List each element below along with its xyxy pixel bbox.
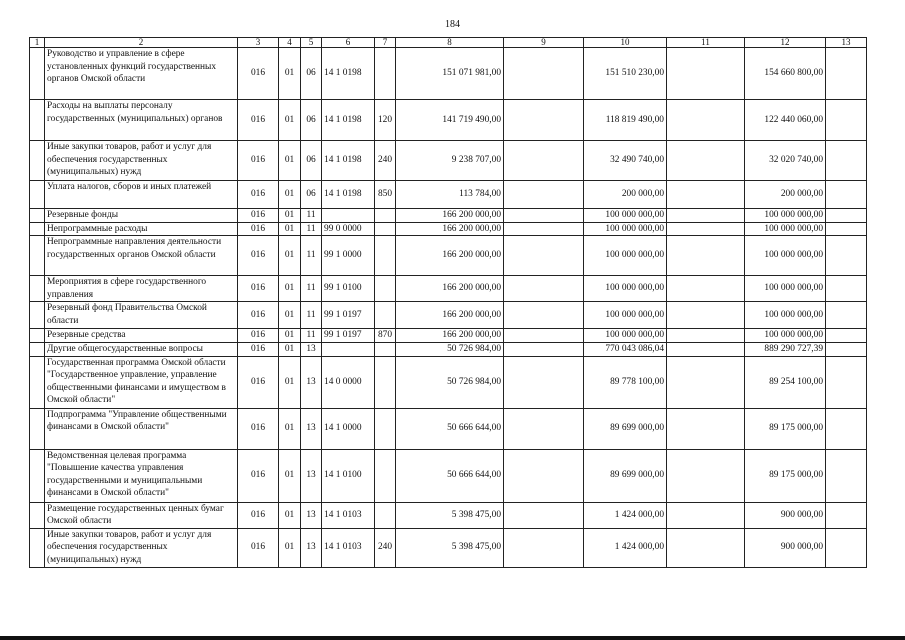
section-code: 01	[279, 408, 301, 449]
subsection-code: 13	[301, 356, 322, 408]
amount-col-10: 89 699 000,00	[584, 408, 667, 449]
target-article-code: 14 1 0103	[322, 502, 375, 528]
target-article-code: 14 0 0000	[322, 356, 375, 408]
section-code: 01	[279, 329, 301, 343]
ministry-code: 016	[238, 181, 279, 209]
empty-cell	[667, 141, 745, 181]
ministry-code: 016	[238, 276, 279, 302]
expense-type-code	[375, 276, 396, 302]
amount-col-8: 5 398 475,00	[396, 528, 504, 567]
empty-cell	[30, 48, 45, 100]
section-code: 01	[279, 528, 301, 567]
empty-cell	[504, 329, 584, 343]
expense-type-code	[375, 236, 396, 276]
table-row	[30, 528, 867, 567]
amount-col-8: 166 200 000,00	[396, 209, 504, 223]
budget-table	[29, 37, 867, 568]
subsection-code: 06	[301, 141, 322, 181]
empty-cell	[826, 209, 867, 223]
table-row	[30, 181, 867, 209]
table-row	[30, 329, 867, 343]
amount-col-10: 100 000 000,00	[584, 236, 667, 276]
column-number: 1	[30, 38, 45, 48]
amount-col-8: 50 726 984,00	[396, 342, 504, 356]
empty-cell	[667, 408, 745, 449]
page-number: 184	[445, 19, 460, 30]
amount-col-10: 1 424 000,00	[584, 502, 667, 528]
section-code: 01	[279, 236, 301, 276]
amount-col-12: 900 000,00	[745, 502, 826, 528]
amount-col-12: 154 660 800,00	[745, 48, 826, 100]
empty-cell	[667, 100, 745, 141]
table-row	[30, 408, 867, 449]
amount-col-12: 100 000 000,00	[745, 329, 826, 343]
empty-cell	[826, 222, 867, 236]
target-article-code: 99 0 0000	[322, 222, 375, 236]
empty-cell	[667, 502, 745, 528]
empty-cell	[826, 236, 867, 276]
empty-cell	[667, 356, 745, 408]
table-row	[30, 236, 867, 276]
empty-cell	[30, 502, 45, 528]
section-code: 01	[279, 356, 301, 408]
expense-name: Мероприятия в сфере государственного управления	[45, 276, 238, 302]
expense-type-code: 120	[375, 100, 396, 141]
column-number: 5	[301, 38, 322, 48]
column-number: 10	[584, 38, 667, 48]
empty-cell	[504, 222, 584, 236]
amount-col-12: 900 000,00	[745, 528, 826, 567]
expense-name: Непрограммные направления деятельности государственных органов Омской области	[45, 236, 238, 276]
amount-col-10: 100 000 000,00	[584, 222, 667, 236]
empty-cell	[30, 236, 45, 276]
amount-col-8: 166 200 000,00	[396, 276, 504, 302]
empty-cell	[30, 222, 45, 236]
empty-cell	[826, 408, 867, 449]
empty-cell	[30, 100, 45, 141]
amount-col-8: 166 200 000,00	[396, 302, 504, 329]
amount-col-8: 5 398 475,00	[396, 502, 504, 528]
expense-name: Резервные средства	[45, 329, 238, 343]
ministry-code: 016	[238, 302, 279, 329]
amount-col-12: 200 000,00	[745, 181, 826, 209]
empty-cell	[504, 342, 584, 356]
expense-type-code	[375, 449, 396, 502]
empty-cell	[30, 449, 45, 502]
subsection-code: 11	[301, 302, 322, 329]
ministry-code: 016	[238, 502, 279, 528]
ministry-code: 016	[238, 209, 279, 223]
ministry-code: 016	[238, 236, 279, 276]
amount-col-8: 141 719 490,00	[396, 100, 504, 141]
expense-name: Подпрограмма "Управление общественными финансами в Омской области"	[45, 408, 238, 449]
amount-col-12: 100 000 000,00	[745, 209, 826, 223]
expense-name: Резервный фонд Правительства Омской области	[45, 302, 238, 329]
amount-col-10: 1 424 000,00	[584, 528, 667, 567]
amount-col-8: 113 784,00	[396, 181, 504, 209]
expense-name: Ведомственная целевая программа "Повышение качества управления государственными и муниципальными финансами в Омской области"	[45, 449, 238, 502]
empty-cell	[826, 181, 867, 209]
target-article-code: 14 1 0198	[322, 181, 375, 209]
subsection-code: 06	[301, 181, 322, 209]
subsection-code: 11	[301, 276, 322, 302]
section-code: 01	[279, 502, 301, 528]
expense-type-code	[375, 502, 396, 528]
amount-col-8: 50 726 984,00	[396, 356, 504, 408]
column-number: 4	[279, 38, 301, 48]
amount-col-8: 151 071 981,00	[396, 48, 504, 100]
amount-col-8: 166 200 000,00	[396, 236, 504, 276]
expense-type-code: 240	[375, 528, 396, 567]
target-article-code: 14 1 0100	[322, 449, 375, 502]
subsection-code: 13	[301, 449, 322, 502]
section-code: 01	[279, 449, 301, 502]
amount-col-12: 122 440 060,00	[745, 100, 826, 141]
empty-cell	[30, 528, 45, 567]
subsection-code: 06	[301, 100, 322, 141]
empty-cell	[30, 329, 45, 343]
target-article-code	[322, 209, 375, 223]
amount-col-8: 50 666 644,00	[396, 408, 504, 449]
ministry-code: 016	[238, 48, 279, 100]
empty-cell	[826, 356, 867, 408]
expense-name: Размещение государственных ценных бумаг Омской области	[45, 502, 238, 528]
expense-type-code: 850	[375, 181, 396, 209]
empty-cell	[667, 528, 745, 567]
column-number: 6	[322, 38, 375, 48]
subsection-code: 13	[301, 342, 322, 356]
empty-cell	[667, 209, 745, 223]
subsection-code: 06	[301, 48, 322, 100]
amount-col-10: 89 778 100,00	[584, 356, 667, 408]
amount-col-12: 32 020 740,00	[745, 141, 826, 181]
subsection-code: 11	[301, 329, 322, 343]
scan-bottom-edge	[0, 636, 905, 640]
amount-col-12: 100 000 000,00	[745, 302, 826, 329]
amount-col-10: 770 043 086,04	[584, 342, 667, 356]
empty-cell	[826, 141, 867, 181]
empty-cell	[667, 329, 745, 343]
amount-col-8: 9 238 707,00	[396, 141, 504, 181]
expense-type-code	[375, 209, 396, 223]
expense-type-code	[375, 302, 396, 329]
empty-cell	[504, 276, 584, 302]
amount-col-10: 32 490 740,00	[584, 141, 667, 181]
ministry-code: 016	[238, 408, 279, 449]
ministry-code: 016	[238, 528, 279, 567]
column-number: 12	[745, 38, 826, 48]
empty-cell	[667, 276, 745, 302]
column-number-row	[30, 38, 867, 48]
expense-type-code: 870	[375, 329, 396, 343]
empty-cell	[826, 100, 867, 141]
section-code: 01	[279, 276, 301, 302]
expense-name: Уплата налогов, сборов и иных платежей	[45, 181, 238, 209]
column-number: 9	[504, 38, 584, 48]
expense-name: Резервные фонды	[45, 209, 238, 223]
subsection-code: 13	[301, 502, 322, 528]
expense-name: Расходы на выплаты персоналу государственных (муниципальных) органов	[45, 100, 238, 141]
expense-name: Иные закупки товаров, работ и услуг для обеспечения государственных (муниципальных) нужд	[45, 141, 238, 181]
amount-col-8: 166 200 000,00	[396, 329, 504, 343]
column-number: 11	[667, 38, 745, 48]
empty-cell	[667, 302, 745, 329]
ministry-code: 016	[238, 342, 279, 356]
table-row	[30, 449, 867, 502]
empty-cell	[504, 302, 584, 329]
ministry-code: 016	[238, 141, 279, 181]
amount-col-10: 100 000 000,00	[584, 329, 667, 343]
amount-col-12: 889 290 727,39	[745, 342, 826, 356]
subsection-code: 11	[301, 222, 322, 236]
expense-name: Иные закупки товаров, работ и услуг для обеспечения государственных (муниципальных) нужд	[45, 528, 238, 567]
target-article-code: 14 1 0000	[322, 408, 375, 449]
empty-cell	[826, 342, 867, 356]
column-number: 3	[238, 38, 279, 48]
empty-cell	[826, 329, 867, 343]
amount-col-12: 100 000 000,00	[745, 276, 826, 302]
empty-cell	[504, 141, 584, 181]
empty-cell	[667, 48, 745, 100]
amount-col-8: 166 200 000,00	[396, 222, 504, 236]
subsection-code: 11	[301, 209, 322, 223]
expense-name: Другие общегосударственные вопросы	[45, 342, 238, 356]
expense-name: Руководство и управление в сфере установленных функций государственных органов Омской области	[45, 48, 238, 100]
amount-col-10: 100 000 000,00	[584, 302, 667, 329]
empty-cell	[30, 302, 45, 329]
ministry-code: 016	[238, 100, 279, 141]
ministry-code: 016	[238, 449, 279, 502]
target-article-code	[322, 342, 375, 356]
expense-type-code: 240	[375, 141, 396, 181]
target-article-code: 99 1 0000	[322, 236, 375, 276]
empty-cell	[667, 449, 745, 502]
section-code: 01	[279, 209, 301, 223]
subsection-code: 13	[301, 408, 322, 449]
section-code: 01	[279, 302, 301, 329]
empty-cell	[504, 100, 584, 141]
amount-col-12: 89 175 000,00	[745, 408, 826, 449]
target-article-code: 14 1 0198	[322, 100, 375, 141]
expense-name: Государственная программа Омской области "Государственное управление, управление общественными финансами и имуществом в Омской области"	[45, 356, 238, 408]
table-row	[30, 222, 867, 236]
expense-type-code	[375, 356, 396, 408]
table-row	[30, 356, 867, 408]
empty-cell	[504, 356, 584, 408]
empty-cell	[504, 236, 584, 276]
expense-type-code	[375, 408, 396, 449]
ministry-code: 016	[238, 356, 279, 408]
empty-cell	[30, 209, 45, 223]
amount-col-12: 89 254 100,00	[745, 356, 826, 408]
column-number: 7	[375, 38, 396, 48]
amount-col-10: 100 000 000,00	[584, 209, 667, 223]
section-code: 01	[279, 141, 301, 181]
section-code: 01	[279, 48, 301, 100]
section-code: 01	[279, 100, 301, 141]
empty-cell	[667, 342, 745, 356]
table-row	[30, 302, 867, 329]
amount-col-10: 151 510 230,00	[584, 48, 667, 100]
empty-cell	[504, 528, 584, 567]
expense-type-code	[375, 48, 396, 100]
amount-col-8: 50 666 644,00	[396, 449, 504, 502]
target-article-code: 14 1 0198	[322, 141, 375, 181]
empty-cell	[504, 181, 584, 209]
table-row	[30, 502, 867, 528]
empty-cell	[30, 141, 45, 181]
table-row	[30, 342, 867, 356]
amount-col-12: 100 000 000,00	[745, 222, 826, 236]
empty-cell	[30, 356, 45, 408]
subsection-code: 11	[301, 236, 322, 276]
ministry-code: 016	[238, 329, 279, 343]
empty-cell	[504, 449, 584, 502]
column-number: 8	[396, 38, 504, 48]
expense-name: Непрограммные расходы	[45, 222, 238, 236]
section-code: 01	[279, 181, 301, 209]
expense-type-code	[375, 222, 396, 236]
amount-col-10: 118 819 490,00	[584, 100, 667, 141]
amount-col-10: 89 699 000,00	[584, 449, 667, 502]
subsection-code: 13	[301, 528, 322, 567]
empty-cell	[826, 449, 867, 502]
empty-cell	[504, 408, 584, 449]
empty-cell	[826, 302, 867, 329]
empty-cell	[30, 408, 45, 449]
empty-cell	[30, 342, 45, 356]
ministry-code: 016	[238, 222, 279, 236]
column-number: 2	[45, 38, 238, 48]
target-article-code: 99 1 0100	[322, 276, 375, 302]
empty-cell	[504, 209, 584, 223]
empty-cell	[826, 528, 867, 567]
empty-cell	[826, 48, 867, 100]
empty-cell	[826, 276, 867, 302]
amount-col-10: 200 000,00	[584, 181, 667, 209]
column-number: 13	[826, 38, 867, 48]
table-row	[30, 209, 867, 223]
section-code: 01	[279, 342, 301, 356]
empty-cell	[504, 48, 584, 100]
section-code: 01	[279, 222, 301, 236]
empty-cell	[30, 276, 45, 302]
empty-cell	[504, 502, 584, 528]
empty-cell	[667, 222, 745, 236]
target-article-code: 99 1 0197	[322, 302, 375, 329]
amount-col-10: 100 000 000,00	[584, 276, 667, 302]
table-row	[30, 100, 867, 141]
target-article-code: 99 1 0197	[322, 329, 375, 343]
expense-type-code	[375, 342, 396, 356]
table-row	[30, 276, 867, 302]
empty-cell	[30, 181, 45, 209]
amount-col-12: 89 175 000,00	[745, 449, 826, 502]
empty-cell	[667, 236, 745, 276]
target-article-code: 14 1 0198	[322, 48, 375, 100]
table-row	[30, 141, 867, 181]
amount-col-12: 100 000 000,00	[745, 236, 826, 276]
empty-cell	[667, 181, 745, 209]
empty-cell	[826, 502, 867, 528]
table-row	[30, 48, 867, 100]
target-article-code: 14 1 0103	[322, 528, 375, 567]
